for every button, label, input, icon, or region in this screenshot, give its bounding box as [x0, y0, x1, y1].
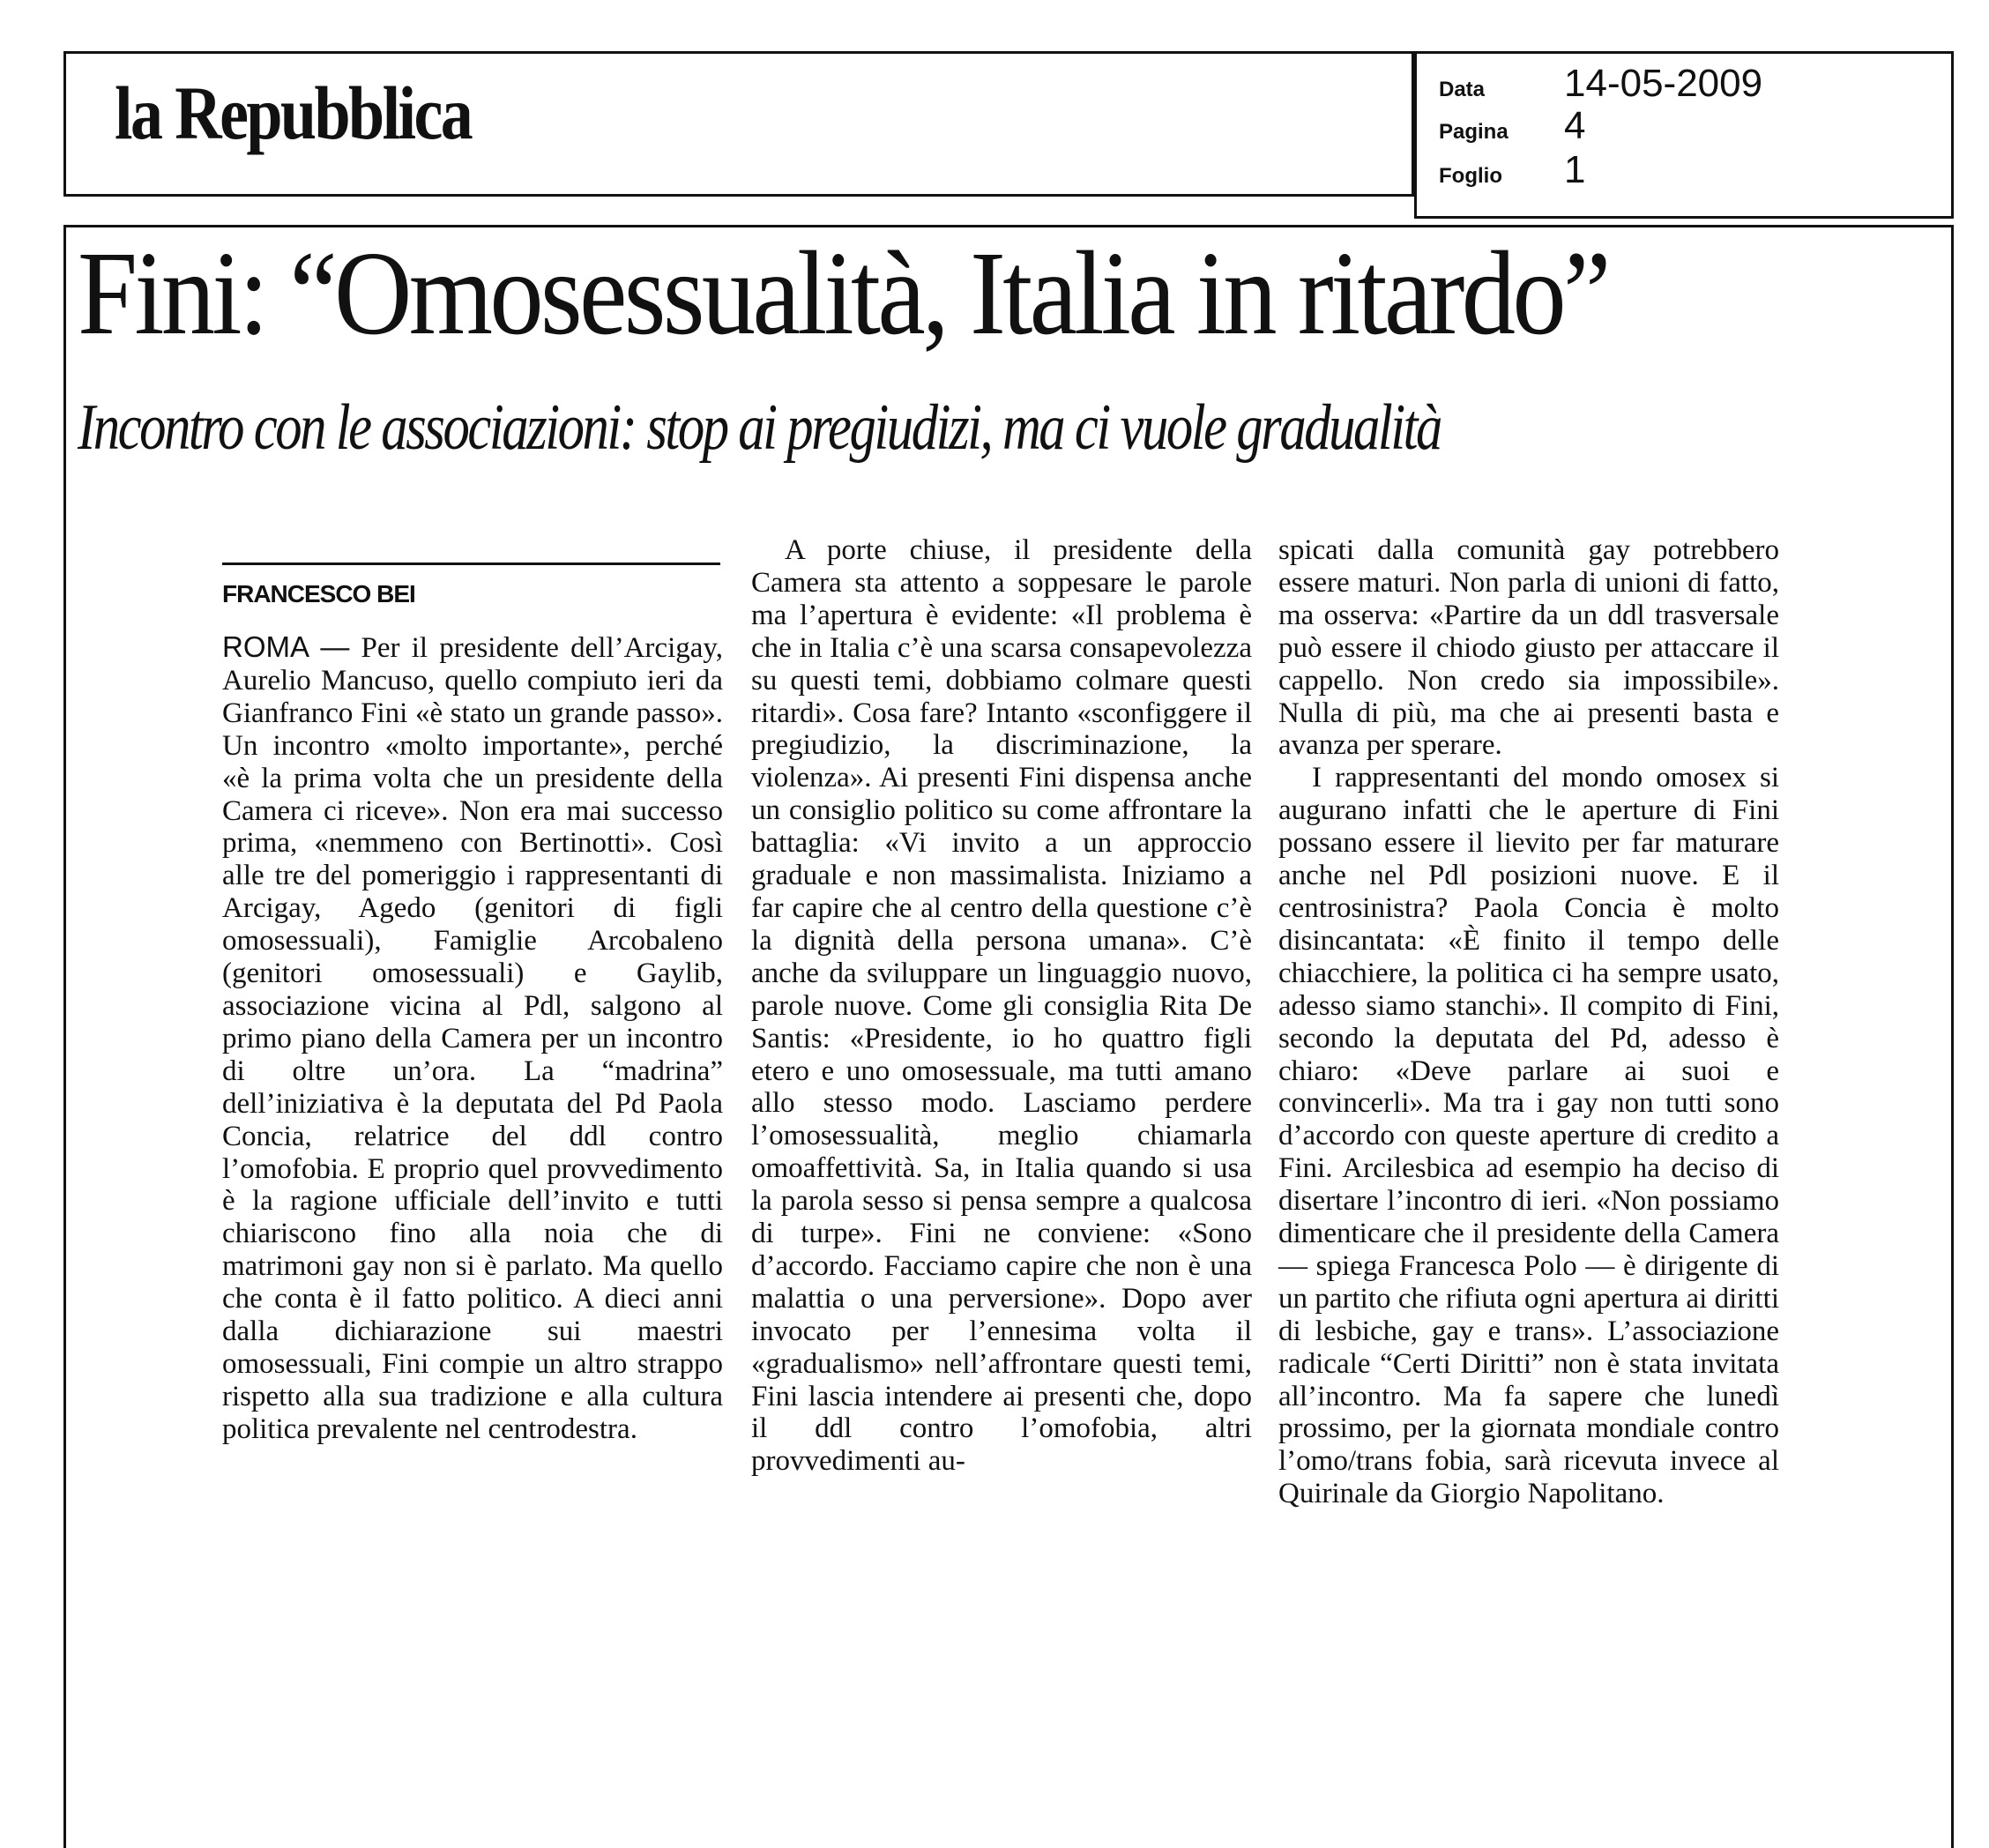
article-paragraph: I rappresentanti del mondo omosex si augurano infatti che le aperture di Fini possano essere il lievito per far maturare anche nel Pdl posizioni nuove. E il centrosinistra? Paola Concia è molto disincantata: «È finito il tempo delle chiacchiere, la politica ci ha sempre usato, adesso siamo stanchi». Il compito di Fini, secondo la deputata del Pd, adesso è chiaro: «Deve parlare ai suoi e convincerli». Ma tra i gay non tutti sono d’accordo con queste aperture di credito a Fini. Arcilesbica ad esempio ha deciso di disertare l’incontro di ieri. «Non possiamo dimenticare che il presidente della Camera — spiega Francesca Polo — è dirigente di un partito che rifiuta ogni apertura ai diritti di lesbiche, gay e trans». L’associazione radicale “Certi Diritti” non è stata invitata all’incontro. Ma fa sapere che lunedì prossimo, per la giornata mondiale contro l’omo/trans fobia, sarà ricevuta invece al Quirinale da Giorgio Napolitano.	[1278, 762, 1779, 1510]
meta-page-label: Pagina	[1439, 120, 1509, 144]
article-paragraph	[222, 631, 723, 1446]
meta-date	[1439, 62, 1762, 106]
meta-page	[1439, 104, 1585, 148]
meta-date-value: 14-05-2009	[1564, 62, 1763, 105]
article-column-1	[222, 631, 723, 1446]
article-column-3	[1278, 534, 1779, 1510]
article-dateline: ROMA —	[222, 630, 350, 663]
article-paragraph-text: Per il presidente dell’Arcigay, Aurelio Mancuso, quello compiuto ieri da Gianfranco Fini «è stato un grande passo». Un incontro «molto importante», perché «è la prima volta che un presidente della Camera ci riceve». Non era mai successo prima, «nemmeno con Bertinotti». Così alle tre del pomeriggio i rappresentanti di Arcigay, Agedo (genitori di figli omosessuali), Famiglie Arcobaleno (genitori omosessuali) e Gaylib, associazione vicina al Pdl, salgono al primo piano della Camera per un incontro di oltre un’ora. La “madrina” dell’iniziativa è la deputata del Pd Paola Concia, relatrice del ddl contro l’omofobia. E proprio quel provvedimento è la ragione ufficiale dell’invito e tutti chiariscono fino alla noia che di matrimoni gay non si è parlato. Ma quello che conta è il fatto politico. A dieci anni dalla dichiarazione sui maestri omosessuali, Fini compie un altro strappo rispetto alla sua tradizione e alla cultura politica prevalente nel centrodestra.	[222, 632, 723, 1445]
meta-sheet-value: 1	[1564, 148, 1586, 191]
article-paragraph: spicati dalla comunità gay potrebbero essere maturi. Non parla di unioni di fatto, ma osserva: «Partire da un ddl trasversale può essere il chiodo giusto per attaccare il cappello. Non credo sia impossibile». Nulla di più, ma che ai presenti basta e avanza per sperare.	[1278, 534, 1779, 762]
byline-rule	[222, 563, 720, 565]
article-paragraph: A porte chiuse, il presidente della Camera sta attento a soppesare le parole ma l’apertura è evidente: «Il problema è che in Italia c’è una scarsa consapevolezza su questi temi, dobbiamo colmare questi ritardi». Cosa fare? Intanto «sconfiggere il pregiudizio, la discriminazione, la violenza». Ai presenti Fini dispensa anche un consiglio politico su come affrontare la battaglia: «Vi invito a un approccio graduale e non massimalista. Iniziamo a far capire che al centro della questione c’è la dignità della persona umana». C’è anche da sviluppare un linguaggio nuovo, parole nuove. Come gli consiglia Rita De Santis: «Presidente, io ho quattro figli etero e uno omosessuale, ma tutti amano allo stesso modo. Lasciamo perdere l’omosessualità, meglio chiamarla omoaffettività. Sa, in Italia quando si usa la parola sesso si pensa sempre a qualcosa di turpe». Fini ne conviene: «Sono d’accordo. Facciamo capire che non è una malattia o una perversione». Dopo aver invocato per l’ennesima volta il «gradualismo» nell’affrontare questi temi, Fini lascia intendere ai presenti che, dopo il ddl contro l’omofobia, altri provvedimenti au-	[751, 534, 1252, 1478]
article-column-2	[751, 534, 1252, 1478]
meta-sheet	[1439, 148, 1585, 192]
article-subheadline: Incontro con le associazioni: stop ai pregiudizi, ma ci vuole gradualità	[78, 391, 1441, 464]
meta-date-label: Data	[1439, 78, 1486, 101]
article-byline: FRANCESCO BEI	[222, 580, 415, 607]
meta-page-value: 4	[1564, 104, 1586, 147]
meta-sheet-label: Foglio	[1439, 164, 1502, 188]
article-headline: Fini: “Omosessualità, Italia in ritardo”	[78, 227, 1608, 360]
newspaper-logo: la Repubblica	[115, 71, 472, 155]
